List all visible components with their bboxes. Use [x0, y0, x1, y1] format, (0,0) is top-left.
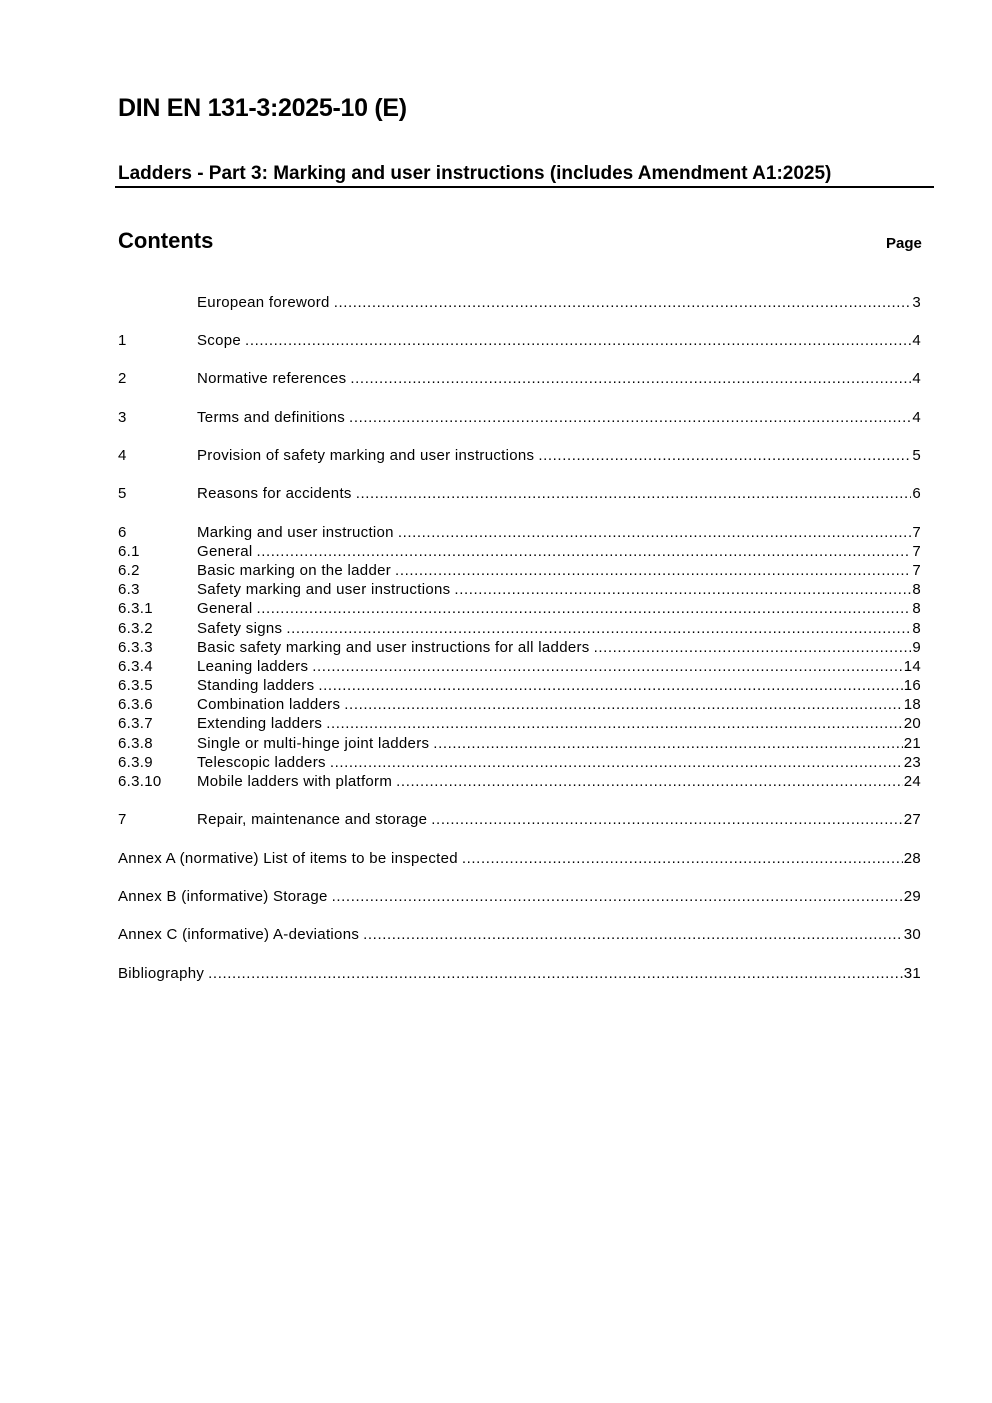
toc-entry-page: 4 — [912, 370, 921, 387]
toc-entry-standing-ladders[interactable] — [118, 676, 921, 695]
toc-entry-label: Basic safety marking and user instructions for all ladders — [197, 639, 590, 656]
toc-entry-page: 23 — [903, 754, 921, 771]
toc-entry-page: 28 — [903, 850, 921, 867]
toc-entry-page: 4 — [912, 409, 921, 426]
page-column-heading: Page — [886, 235, 922, 252]
toc-entry-page: 6 — [912, 485, 921, 502]
toc-entry-label: Reasons for accidents — [197, 485, 352, 502]
toc-entry-page: 31 — [903, 965, 921, 982]
toc-entry-number: 1 — [118, 332, 127, 349]
toc-entry-label: Telescopic ladders — [197, 754, 326, 771]
toc-dot-leader — [349, 408, 911, 427]
toc-entry-page: 21 — [903, 735, 921, 752]
toc-entry-number: 5 — [118, 485, 127, 502]
toc-entry-number: 6.3 — [118, 581, 140, 598]
toc-entry-combination-ladders[interactable] — [118, 695, 921, 714]
toc-dot-leader — [344, 695, 902, 714]
toc-entry-page: 29 — [903, 888, 921, 905]
toc-entry-basic-marking[interactable] — [118, 561, 921, 580]
toc-entry-page: 7 — [912, 524, 921, 541]
toc-entry-label: Marking and user instruction — [197, 524, 394, 541]
toc-entry-number: 6.3.5 — [118, 677, 153, 694]
toc-entry-label: General — [197, 600, 253, 617]
toc-entry-label: Extending ladders — [197, 715, 323, 732]
toc-entry-page: 14 — [903, 658, 921, 675]
toc-entry-mobile-ladders-with-platform[interactable] — [118, 772, 921, 791]
toc-entry-extending-ladders[interactable] — [118, 714, 921, 733]
toc-entry-page: 9 — [912, 639, 921, 656]
contents-heading: Contents — [118, 228, 214, 253]
toc-entry-number: 6.3.3 — [118, 639, 153, 656]
toc-entry-label: Annex C (informative) A-deviations — [118, 926, 360, 943]
toc-entry-label: Normative references — [197, 370, 347, 387]
toc-entry-label: Single or multi-hinge joint ladders — [197, 735, 430, 752]
toc-entry-annex-c[interactable] — [118, 925, 921, 944]
toc-dot-leader — [318, 676, 902, 695]
toc-entry-label: Safety marking and user instructions — [197, 581, 451, 598]
toc-entry-number: 6.3.10 — [118, 773, 162, 790]
subtitle-rule — [115, 186, 934, 188]
toc-dot-leader — [312, 657, 902, 676]
toc-dot-leader — [256, 599, 911, 618]
toc-entry-6-1-general[interactable] — [118, 542, 921, 561]
toc-entry-normative-references[interactable] — [118, 369, 921, 388]
toc-entry-provision-of-safety-marking[interactable] — [118, 446, 921, 465]
toc-entry-page: 8 — [912, 620, 921, 637]
toc-entry-terms-and-definitions[interactable] — [118, 408, 921, 427]
toc-entry-label: Safety signs — [197, 620, 283, 637]
toc-entry-number: 6.3.9 — [118, 754, 153, 771]
toc-entry-page: 3 — [912, 294, 921, 311]
toc-entry-page: 18 — [903, 696, 921, 713]
toc-entry-page: 8 — [912, 581, 921, 598]
toc-entry-number: 6.3.2 — [118, 620, 153, 637]
toc-entry-safety-marking-and-user-instructions[interactable] — [118, 580, 921, 599]
toc-entry-annex-a[interactable] — [118, 849, 921, 868]
toc-entry-page: 30 — [903, 926, 921, 943]
toc-entry-number: 6.3.8 — [118, 735, 153, 752]
toc-entry-page: 16 — [903, 677, 921, 694]
toc-entry-basic-safety-marking-all-ladders[interactable] — [118, 638, 921, 657]
toc-entry-label: Annex A (normative) List of items to be inspected — [118, 850, 458, 867]
toc-entry-scope[interactable] — [118, 331, 921, 350]
toc-dot-leader — [594, 638, 912, 657]
toc-entry-label: General — [197, 543, 253, 560]
toc-entry-label: Basic marking on the ladder — [197, 562, 392, 579]
toc-entry-page: 24 — [903, 773, 921, 790]
toc-dot-leader — [326, 714, 903, 733]
toc-dot-leader — [256, 542, 911, 561]
toc-dot-leader — [396, 772, 903, 791]
toc-entry-number: 6.3.7 — [118, 715, 153, 732]
toc-entry-bibliography[interactable] — [118, 964, 921, 983]
toc-dot-leader — [431, 810, 902, 829]
toc-entry-label: European foreword — [197, 294, 330, 311]
toc-dot-leader — [462, 849, 903, 868]
toc-entry-number: 6.1 — [118, 543, 140, 560]
toc-entry-number: 6 — [118, 524, 127, 541]
toc-entry-leaning-ladders[interactable] — [118, 657, 921, 676]
toc-entry-telescopic-ladders[interactable] — [118, 753, 921, 772]
document-title: DIN EN 131-3:2025-10 (E) — [118, 94, 407, 122]
toc-dot-leader — [286, 619, 911, 638]
toc-entry-label: Leaning ladders — [197, 658, 309, 675]
toc-entry-page: 8 — [912, 600, 921, 617]
toc-entry-label: Bibliography — [118, 965, 205, 982]
toc-dot-leader — [538, 446, 911, 465]
toc-entry-6-3-1-general[interactable] — [118, 599, 921, 618]
toc-dot-leader — [363, 925, 903, 944]
toc-entry-annex-b[interactable] — [118, 887, 921, 906]
toc-entry-number: 6.3.4 — [118, 658, 153, 675]
toc-entry-reasons-for-accidents[interactable] — [118, 484, 921, 503]
toc-entry-page: 4 — [912, 332, 921, 349]
toc-dot-leader — [334, 293, 912, 312]
toc-entry-label: Combination ladders — [197, 696, 341, 713]
toc-entry-number: 7 — [118, 811, 127, 828]
toc-dot-leader — [395, 561, 911, 580]
toc-dot-leader — [245, 331, 911, 350]
toc-dot-leader — [330, 753, 903, 772]
toc-entry-page: 27 — [903, 811, 921, 828]
toc-entry-page: 7 — [912, 543, 921, 560]
toc-dot-leader — [433, 734, 902, 753]
toc-dot-leader — [332, 887, 903, 906]
toc-entry-page: 7 — [912, 562, 921, 579]
toc-dot-leader — [454, 580, 911, 599]
toc-dot-leader — [350, 369, 911, 388]
toc-entry-label: Provision of safety marking and user instructions — [197, 447, 535, 464]
toc-entry-number: 3 — [118, 409, 127, 426]
toc-dot-leader — [398, 523, 912, 542]
toc-entry-hinge-joint-ladders[interactable] — [118, 734, 921, 753]
toc-entry-number: 6.3.1 — [118, 600, 153, 617]
toc-entry-marking-and-user-instruction[interactable] — [118, 523, 921, 542]
toc-entry-label: Repair, maintenance and storage — [197, 811, 428, 828]
toc-entry-label: Mobile ladders with platform — [197, 773, 393, 790]
toc-entry-label: Scope — [197, 332, 242, 349]
toc-entry-number: 6.2 — [118, 562, 140, 579]
toc-entry-label: Standing ladders — [197, 677, 315, 694]
toc-entry-european-foreword[interactable] — [118, 293, 921, 312]
toc-entry-page: 5 — [912, 447, 921, 464]
document-subtitle: Ladders - Part 3: Marking and user instructions (includes Amendment A1:2025) — [118, 163, 832, 184]
toc-entry-number: 4 — [118, 447, 127, 464]
toc-entry-number: 2 — [118, 370, 127, 387]
toc-dot-leader — [208, 964, 903, 983]
toc-entry-label: Annex B (informative) Storage — [118, 888, 328, 905]
toc-entry-repair-maintenance-storage[interactable] — [118, 810, 921, 829]
toc-entry-number: 6.3.6 — [118, 696, 153, 713]
toc-dot-leader — [356, 484, 912, 503]
toc-entry-page: 20 — [903, 715, 921, 732]
toc-entry-safety-signs[interactable] — [118, 619, 921, 638]
toc-entry-label: Terms and definitions — [197, 409, 346, 426]
